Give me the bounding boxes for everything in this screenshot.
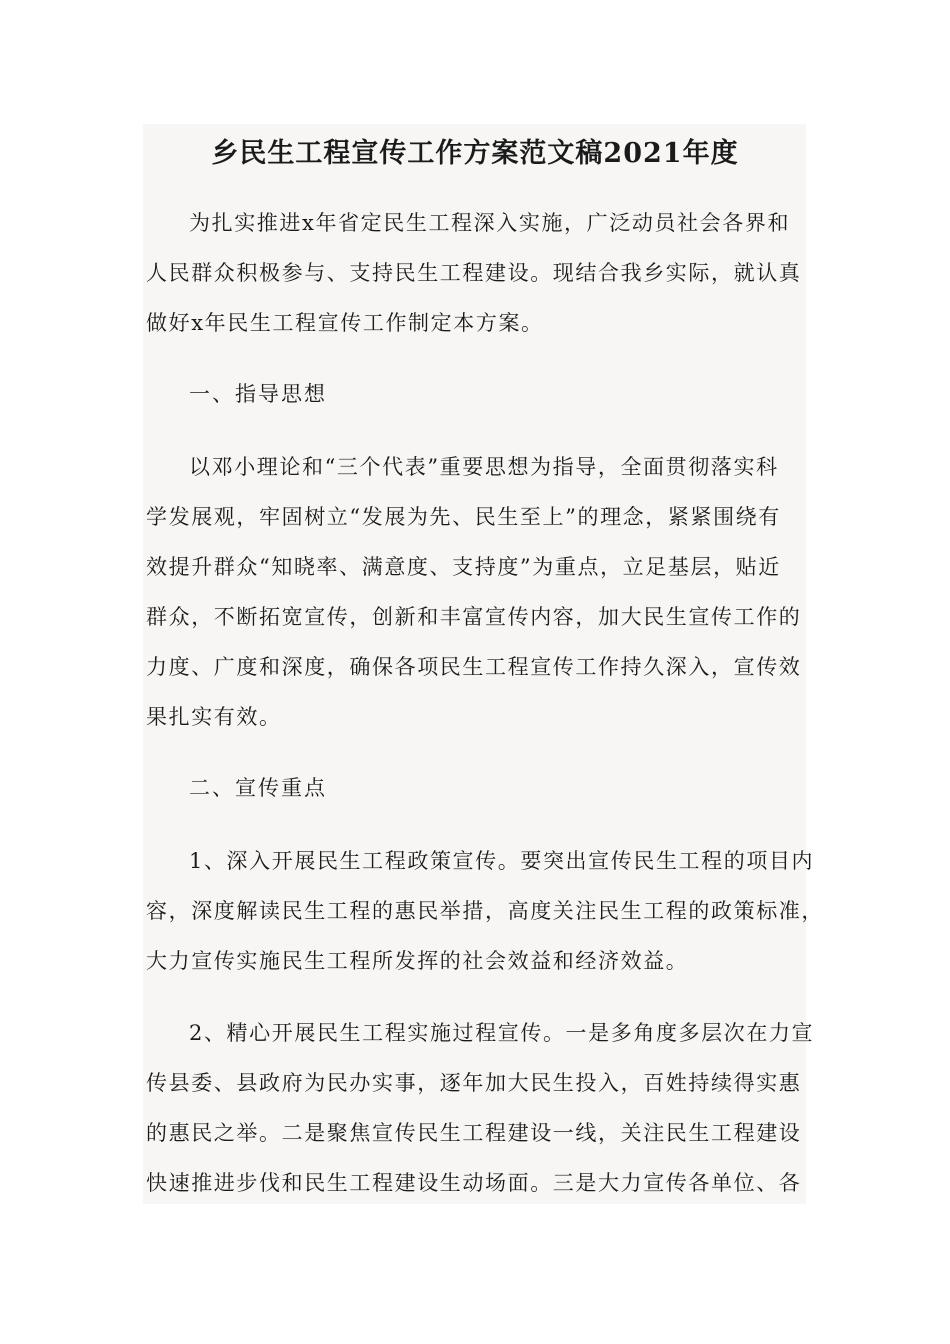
section1-line-2: 学发展观，牢固树立“发展为先、民生至上”的理念，紧紧围绕有 [146, 505, 781, 529]
item1-line-3: 大力宣传实施民生工程所发挥的社会效益和经济效益。 [146, 949, 689, 973]
section1-line-6: 果扎实有效。 [146, 705, 282, 729]
item1-line-1: 1、深入开展民生工程政策宣传。要突出宣传民生工程的项目内 [189, 849, 815, 873]
item1-line-2: 容，深度解读民生工程的惠民举措，高度关注民生工程的政策标准， [146, 899, 824, 923]
intro-line-2: 人民群众积极参与、支持民生工程建设。现结合我乡实际，就认真 [146, 261, 802, 285]
intro-line-3: 做好x年民生工程宣传工作制定本方案。 [146, 311, 544, 335]
item2-line-4: 快速推进步伐和民生工程建设生动场面。三是大力宣传各单位、各 [146, 1171, 802, 1195]
item2-line-3: 的惠民之举。二是聚焦宣传民生工程建设一线，关注民生工程建设 [146, 1121, 802, 1145]
section1-line-4: 群众，不断拓宽宣传，创新和丰富宣传内容，加大民生宣传工作的 [146, 605, 802, 629]
section1-line-5: 力度、广度和深度，确保各项民生工程宣传工作持久深入，宣传效 [146, 655, 802, 679]
section1-line-1: 以邓小理论和“三个代表”重要思想为指导，全面贯彻落实科 [189, 455, 779, 479]
item2-line-1: 2、精心开展民生工程实施过程宣传。一是多角度多层次在力宣 [189, 1021, 815, 1045]
document-title: 乡民生工程宣传工作方案范文稿2021年度 [211, 138, 739, 169]
section2-heading: 二、宣传重点 [189, 776, 327, 800]
section1-heading: 一、指导思想 [189, 382, 327, 406]
item2-line-2: 传县委、县政府为民办实事，逐年加大民生投入，百姓持续得实惠 [146, 1071, 802, 1095]
section1-line-3: 效提升群众“知晓率、满意度、支持度”为重点，立足基层，贴近 [146, 555, 781, 579]
intro-line-1: 为扎实推进x年省定民生工程深入实施，广泛动员社会各界和 [189, 211, 791, 235]
